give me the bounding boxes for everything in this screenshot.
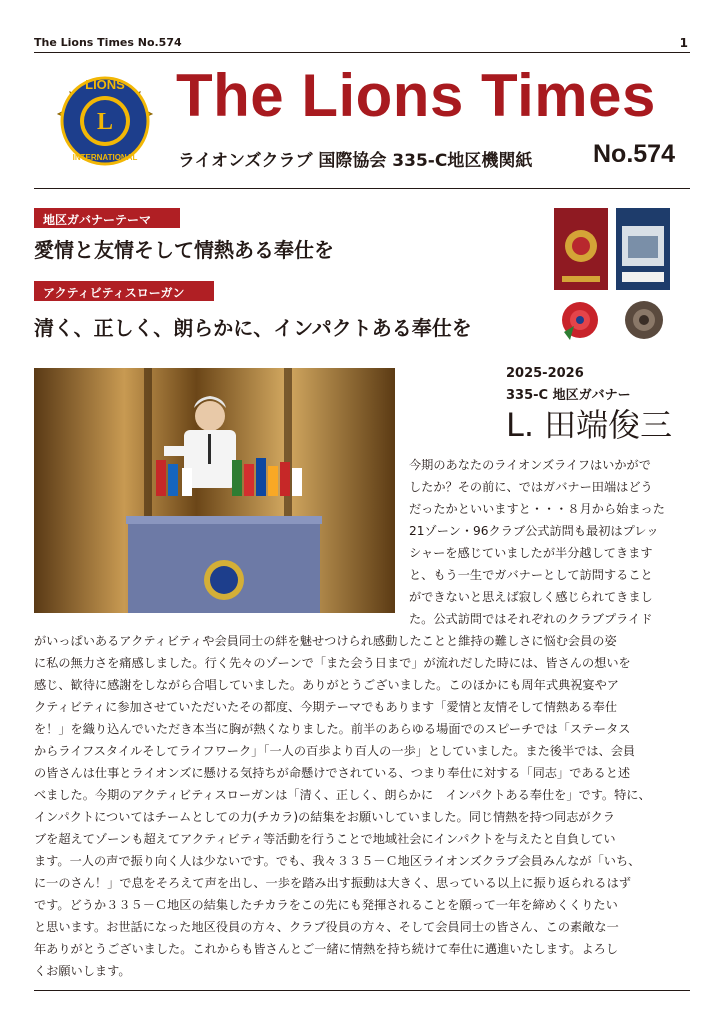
running-header-title: The Lions Times No.574 [34,36,182,49]
logo-top-text: LIONS [85,77,125,92]
issue-number: No.574 [593,140,675,168]
article-line: ます。一人の声で振り向く人は少ないです。でも、我々３３５－Ｃ地区ライオンズクラブ会員みんなが「いち、 [34,854,641,868]
slogan-text: 清く、正しく、朗らかに、インパクトある奉仕を [34,316,472,340]
article-line: 年ありがとうございました。これからも皆さんとご一緒に情熱を持ち続けて奉仕に邁進いたします。よろし [34,942,619,956]
article-line: 今期のあなたのライオンズライフはいかがで [409,458,651,472]
article-line: の皆さんは仕事とライオンズに懸ける気持ちが命懸けでされている、つまり奉仕に対する「同志」であると述 [34,766,631,780]
article-line: シャーを感じていましたが半分越してきます [409,546,653,560]
article-right-column [409,454,699,630]
article-line: に一のさん！」で息をそろえて声を出し、一歩を踏み出す振動は大きく、思っている以上に振り返られるはず [34,876,631,890]
theme-label-tag: 地区ガバナーテーマ [34,208,180,228]
article-full-width [34,630,694,982]
article-line: と思います。お世話になった地区役員の方々、クラブ役員の方々、そして会員同士の皆さん、この素敵な一 [34,920,619,934]
governor-name: L. 田端俊三 [506,406,673,444]
article-line: た。公式訪問ではそれぞれのクラブプライド [409,612,653,626]
slogan-label-tag: アクティビティスローガン [34,281,214,301]
article-line: 感じ、歓待に感謝をしながら合唱していました。ありがとうございました。このほかにも周年式典祝宴やア [34,678,619,692]
article-line: べました。今期のアクティビティスローガンは「清く、正しく、朗らかに インパクトある奉仕を」です。特に、 [34,788,651,802]
article-line: がいっぱいあるアクティビティや会員同士の絆を魅せつけられ感動したことと維持の難しさに悩む会員の姿 [34,634,617,648]
article-line: からライフスタイルそしてライフワーク」「一人の百歩より百人の一歩」としていました。また後半では、会員 [34,744,636,758]
article-line: クティビティに参加させていただいたその都度、今期テーマでもあります「愛情と友情そして情熱ある奉仕 [34,700,618,714]
article-line: ができないと思えば寂しく感じられてきまし [409,590,653,604]
article-line: ブを超えてゾーンも超えてアクティビティ等活動を行うことで地域社会にインパクトを与えたと自負してい [34,832,616,846]
masthead-rule [34,188,690,189]
rose-goods-image [552,206,672,346]
article-line: インパクトについてはチームとしての力(チカラ)の結集をお願いしていました。同じ情熱を持つ同志がクラ [34,810,615,824]
logo-center-letter: L [96,109,114,135]
governor-years: 2025-2026 [506,366,584,381]
lions-emblem-icon [48,64,162,178]
article-line: に私の無力さを痛感しました。行く先々のゾーンで「また会う日まで」が流れだした時には、皆さんの想いを [34,656,631,670]
page-number: 1 [679,36,688,50]
article-line: だったかといいますと・・・８月から始まった [409,502,665,516]
article-line: と、もう一生でガバナーとして訪問すること [409,568,653,582]
governor-speech-photo [34,368,395,613]
logo-bottom-text: INTERNATIONAL [72,153,138,162]
masthead-title: The Lions Times [176,62,656,129]
top-rule [34,52,690,53]
article-line: 21ゾーン・96クラブ公式訪問も最初はプレッ [409,524,659,538]
bottom-rule [34,990,690,991]
article-line: です。どうか３３５－Ｃ地区の結集したチカラをこの先にも発揮されることを願って一年を締めくくりたい [34,898,618,912]
masthead-subtitle: ライオンズクラブ 国際協会 335-C地区機関紙 [178,151,533,171]
governor-title: 335-C 地区ガバナー [506,388,631,403]
article-line: くお願いします。 [34,964,131,978]
article-line: したか？その前に、ではガバナー田端はどう [409,480,653,494]
article-line: を！」を織り込んでいただき本当に胸が熱くなりました。前半のあらゆる場面でのスピーチでは「ステータス [34,722,631,736]
theme-text: 愛情と友情そして情熱ある奉仕を [34,238,334,262]
